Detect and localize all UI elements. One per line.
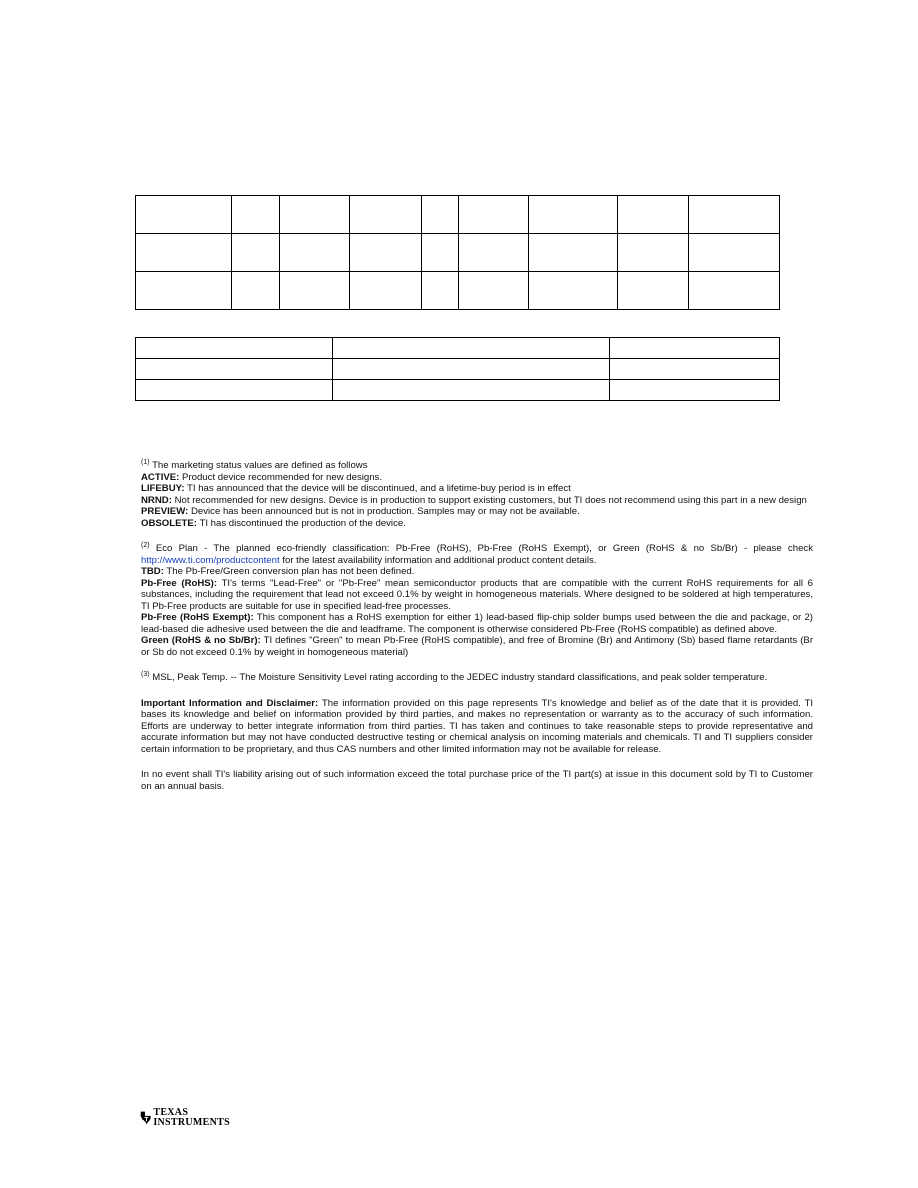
table-cell [689, 234, 780, 272]
term-text: TI has discontinued the production of the device. [199, 517, 406, 529]
table-cell [231, 196, 279, 234]
term-label: Green (RoHS & no Sb/Br): [141, 635, 261, 646]
term-text: Product device recommended for new designs. [182, 471, 383, 483]
eco-green [141, 635, 813, 658]
term-text: TI's terms "Lead-Free" or "Pb-Free" mean semiconductor products that are compatible with the current RoHS requirements for all 6 substances, including the requirement that lead not exceed 0.1% by weight in homogeneous materials. Where designed to be soldered at high temperatures, TI Pb-Free products are suitable for use in specified lead-free processes. [141, 577, 813, 612]
footnote-text: MSL, Peak Temp. -- The Moisture Sensitivity Level rating according to the JEDEC industry standard classifications, and peak solder temperature. [152, 672, 768, 683]
table-cell [689, 272, 780, 310]
term-text: The Pb-Free/Green conversion plan has not been defined. [166, 566, 415, 577]
status-nrnd [141, 495, 813, 507]
table-cell [332, 380, 610, 401]
table-cell [136, 338, 333, 359]
footnote-marker: (1) [141, 459, 150, 466]
table-row [136, 359, 780, 380]
table-cell [136, 272, 232, 310]
texas-state-icon [140, 1108, 151, 1128]
logo-line-2: INSTRUMENTS [153, 1117, 230, 1128]
term-label: OBSOLETE: [141, 517, 197, 529]
disclaimer-text: The information provided on this page represents TI's knowledge and belief as of the date that it is provided. TI bases its knowledge and belief on information provided by third parties, and makes no representation or warranty as to the accuracy of such information. Efforts are underway to better integrate information from third parties. TI has taken and continues to take reasonable steps to provide representative and accurate information but may not have conducted destructive testing or chemical analysis on incoming materials and chemicals. TI and TI suppliers consider certain information to be proprietary, and thus CAS numbers and other limited information may not be available for release. [141, 697, 814, 755]
table-cell [332, 359, 610, 380]
term-label: Pb-Free (RoHS Exempt): [141, 612, 254, 623]
status-preview [141, 506, 813, 518]
term-label: ACTIVE: [141, 471, 180, 483]
table-cell [529, 196, 618, 234]
status-obsolete [141, 518, 813, 530]
disclaimer [141, 698, 813, 756]
eco-tbd [141, 566, 813, 578]
term-text: Not recommended for new designs. Device is in production to support existing customers, but TI does not recommend using this part in a new design [174, 494, 807, 506]
term-text: Device has been announced but is not in production. Samples may or may not be available. [190, 506, 580, 517]
package-table [135, 337, 780, 401]
footnote-1-intro [141, 460, 813, 472]
table-cell [618, 234, 689, 272]
table-cell [618, 272, 689, 310]
table-cell [529, 234, 618, 272]
table-cell [459, 234, 529, 272]
footnote-3 [141, 672, 813, 684]
table-cell [610, 359, 780, 380]
table-row [136, 380, 780, 401]
liability-note [141, 769, 813, 792]
term-text: This component has a RoHS exemption for either 1) lead-based flip-chip solder bumps used between the die and package, or 2) lead-based die adhesive used between the die and leadframe. The component is otherwise considered Pb-Free (RoHS compatible) as defined above. [141, 612, 813, 635]
logo-wordmark [153, 1108, 230, 1128]
liability-text: In no event shall TI's liability arising out of such information exceed the total purchase price of the TI part(s) at issue in this document sold by TI to Customer on an annual basis. [141, 769, 813, 792]
footnote-2-intro [141, 543, 813, 566]
status-lifebuy [141, 483, 813, 495]
disclaimer-label: Important Information and Disclaimer: [141, 697, 319, 709]
texas-instruments-logo [140, 1105, 230, 1131]
footnote-text: for the latest availability information and additional product content details. [282, 554, 597, 566]
table-cell [529, 272, 618, 310]
table-cell [689, 196, 780, 234]
table-cell [610, 338, 780, 359]
table-cell [349, 196, 421, 234]
table-row [136, 234, 780, 272]
term-label: Pb-Free (RoHS): [141, 577, 218, 589]
table-cell [279, 272, 349, 310]
table-cell [459, 196, 529, 234]
term-label: LIFEBUY: [141, 483, 185, 494]
table-cell [421, 196, 459, 234]
eco-pb-free-exempt [141, 612, 813, 635]
table-row [136, 338, 780, 359]
table-cell [459, 272, 529, 310]
table-cell [332, 338, 610, 359]
term-text: TI defines "Green" to mean Pb-Free (RoHS compatible), and free of Bromine (Br) and Antimony (Sb) based flame retardants (Br or Sb do not exceed 0.1% by weight in homogeneous material) [141, 635, 814, 658]
table-cell [279, 234, 349, 272]
footnote-text: Eco Plan - The planned eco-friendly classification: Pb-Free (RoHS), Pb-Free (RoHS Exempt), or Green (RoHS & no Sb/Br) - please check [155, 543, 813, 554]
footnote-marker: (3) [141, 671, 150, 678]
table-cell [421, 272, 459, 310]
table-cell [136, 234, 232, 272]
footnotes [141, 460, 813, 792]
table-cell [136, 196, 232, 234]
logo-line-1: TEXAS [153, 1107, 189, 1118]
term-label: NRND: [141, 494, 172, 506]
table-cell [279, 196, 349, 234]
term-label: TBD: [141, 566, 164, 577]
table-row [136, 272, 780, 310]
table-cell [349, 272, 421, 310]
ordering-table [135, 195, 780, 310]
table-cell [421, 234, 459, 272]
table-cell [618, 196, 689, 234]
table-row [136, 196, 780, 234]
table-cell [136, 380, 333, 401]
table-cell [231, 272, 279, 310]
term-text: TI has announced that the device will be discontinued, and a lifetime-buy period is in effect [187, 483, 571, 494]
term-label: PREVIEW: [141, 506, 189, 517]
footnote-marker: (2) [141, 542, 150, 549]
product-content-link[interactable]: http://www.ti.com/productcontent [141, 554, 280, 566]
eco-pb-free [141, 578, 813, 613]
table-cell [349, 234, 421, 272]
table-cell [610, 380, 780, 401]
footnote-text: The marketing status values are defined as follows [152, 460, 368, 471]
status-active [141, 472, 813, 484]
table-cell [136, 359, 333, 380]
table-cell [231, 234, 279, 272]
